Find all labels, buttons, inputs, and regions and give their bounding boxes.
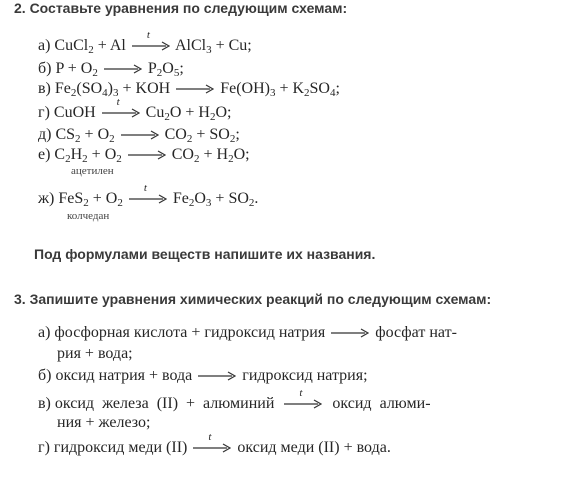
task3-heading: 3. Запишите уравнения химических реакций по следующим схемам: (14, 291, 492, 307)
task2-heading: 2. Составьте уравнения по следующим схемам: (14, 0, 348, 16)
task3-item-a-cont: рия + вода; (57, 345, 133, 362)
reaction-arrow-t-icon: t (102, 108, 140, 118)
pyrite-note: колчедан (67, 210, 110, 222)
reaction-arrow-t-icon: t (129, 194, 167, 204)
task3-item-v: в) оксид железа (II) + алюминий t оксид алюми- (38, 387, 431, 412)
task2-footer: Под формулами веществ напишите их названия. (34, 246, 376, 262)
equation-b: б) P + O2 P2O5; (38, 60, 184, 79)
reaction-arrow-icon (104, 64, 142, 74)
reaction-arrow-icon (331, 328, 369, 338)
equation-e: е) C2H2 + O2 CO2 + H2O; (38, 146, 250, 165)
reaction-arrow-t-icon: t (193, 443, 231, 453)
task3-item-b: б) оксид натрия + вода гидроксид натрия; (38, 367, 368, 384)
reaction-arrow-icon (128, 150, 166, 160)
acetylene-note: ацетилен (71, 165, 114, 177)
equation-zh: ж) FeS2 + O2 t Fe2O3 + SO2. (38, 182, 259, 209)
task3-item-a: а) фосфорная кислота + гидроксид натрия фосфат нат- (38, 324, 457, 341)
task3-item-g: г) гидроксид меди (II) t оксид меди (II) + вода. (38, 431, 391, 456)
equation-d: д) CS2 + O2 CO2 + SO2; (38, 126, 240, 145)
equation-g: г) CuOH t Cu2O + H2O; (38, 96, 232, 123)
reaction-arrow-icon (176, 84, 214, 94)
equation-a: а) CuCl2 + Al t AlCl3 + Cu; (38, 29, 252, 56)
task3-item-v-cont: ния + железо; (57, 414, 151, 431)
reaction-arrow-icon (198, 371, 236, 381)
equation-v: в) Fe2(SO4)3 + KOH Fe(OH)3 + K2SO4; (38, 80, 340, 99)
reaction-arrow-t-icon: t (132, 41, 170, 51)
reaction-arrow-icon (121, 130, 159, 140)
reaction-arrow-t-icon: t (284, 399, 322, 409)
